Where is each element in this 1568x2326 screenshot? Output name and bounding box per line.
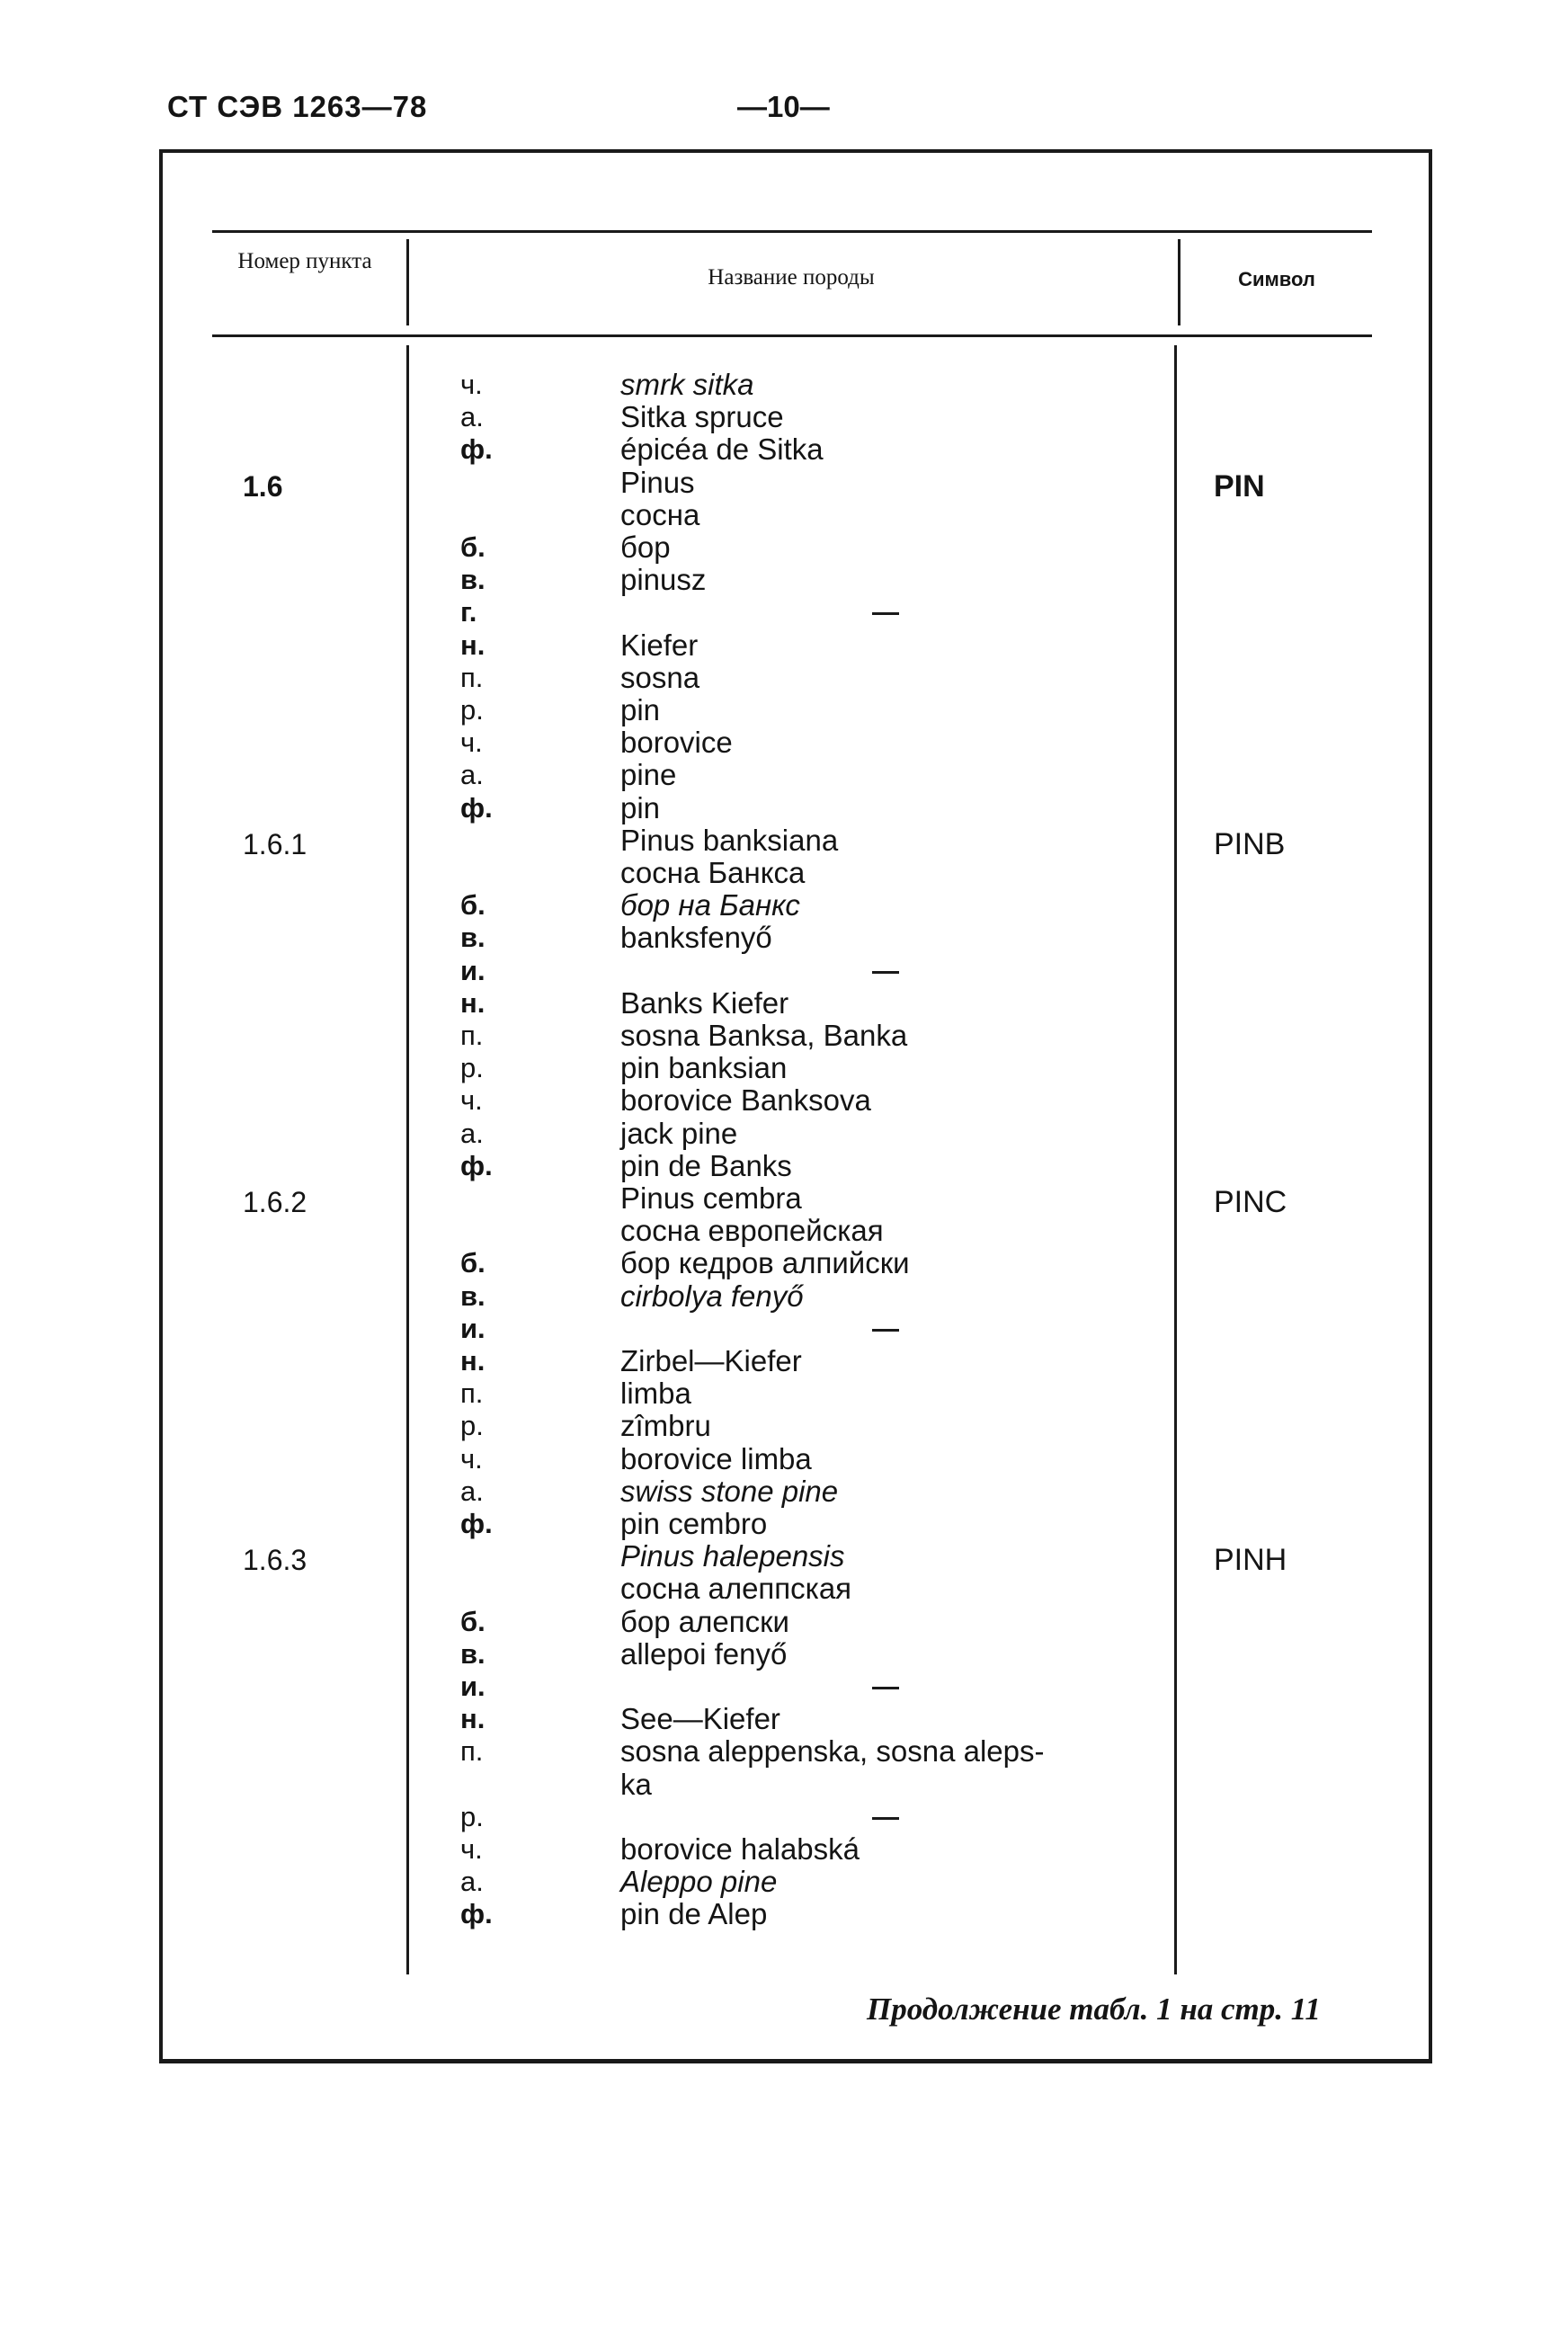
species-name: Zirbel—Kiefer (620, 1344, 802, 1377)
species-symbol: PIN (1214, 469, 1265, 504)
species-name: borovice Banksova (620, 1083, 871, 1117)
species-name: limba (620, 1377, 691, 1410)
item-number: 1.6.1 (243, 828, 307, 860)
column-header-number: Номер пункта (237, 249, 372, 273)
item-number: 1.6.2 (243, 1186, 307, 1218)
language-code: н. (460, 629, 486, 661)
page-number: —10— (737, 90, 830, 123)
language-code: а. (460, 401, 484, 432)
species-name: Pinus (620, 466, 695, 499)
language-code: в. (460, 1638, 486, 1670)
species-name: ka (620, 1768, 652, 1801)
language-code: р. (460, 694, 484, 726)
item-number: 1.6 (243, 470, 283, 503)
species-name: бор на Банкс (620, 888, 800, 922)
species-name: pin cembro (620, 1507, 768, 1540)
language-code: н. (460, 987, 486, 1019)
species-name: smrk sitka (620, 368, 754, 401)
species-name: cirbolya fenyő (620, 1279, 804, 1313)
language-code: а. (460, 759, 484, 790)
species-name: Pinus cembra (620, 1181, 802, 1215)
column-divider-left (406, 345, 409, 1974)
species-name: сосна Банкса (620, 856, 806, 889)
language-code: р. (460, 1410, 484, 1441)
language-code: б. (460, 889, 486, 921)
species-name: sosna aleppenska, sosna aleps- (620, 1734, 1045, 1768)
species-name: swiss stone pine (620, 1475, 839, 1508)
document-header-standard: СТ СЭВ 1263—78 (167, 90, 428, 123)
language-code: ч. (460, 369, 483, 400)
language-code: п. (460, 1020, 484, 1051)
species-name: сосна (620, 498, 700, 531)
column-header-name: Название породы (708, 265, 875, 290)
language-code: б. (460, 1606, 486, 1637)
species-name: pin de Banks (620, 1149, 792, 1182)
language-code: р. (460, 1801, 484, 1832)
species-name: бор (620, 530, 671, 564)
species-name: Banks Kiefer (620, 986, 789, 1020)
missing-name-dash (872, 1687, 899, 1689)
column-divider-right (1174, 345, 1177, 1974)
language-code: р. (460, 1052, 484, 1083)
species-symbol: PINB (1214, 827, 1286, 861)
species-name: See—Kiefer (620, 1702, 780, 1735)
species-name: сосна европейская (620, 1214, 884, 1247)
language-code: б. (460, 531, 486, 563)
species-name: borovice (620, 726, 733, 759)
missing-name-dash (872, 612, 899, 615)
language-code: в. (460, 922, 486, 953)
species-name: pin de Alep (620, 1897, 768, 1930)
language-code: ч. (460, 726, 483, 758)
species-name: pin banksian (620, 1051, 788, 1084)
item-number: 1.6.3 (243, 1544, 307, 1576)
species-name: pine (620, 758, 677, 791)
language-code: в. (460, 1280, 486, 1312)
species-name: бор кедров алпийски (620, 1246, 910, 1279)
language-code: п. (460, 662, 484, 693)
species-name: sosna (620, 661, 700, 694)
species-name: borovice limba (620, 1442, 812, 1475)
language-code: ф. (460, 433, 493, 465)
species-name: pinusz (620, 563, 707, 596)
language-code: ф. (460, 1898, 493, 1929)
species-name: Pinus halepensis (620, 1539, 845, 1573)
missing-name-dash (872, 1329, 899, 1332)
species-name: épicéa de Sitka (620, 432, 824, 466)
language-code: а. (460, 1475, 484, 1507)
species-name: Kiefer (620, 628, 699, 662)
species-name: сосна алеппская (620, 1572, 852, 1605)
column-header-symbol: Символ (1238, 268, 1315, 290)
table-top-rule (212, 230, 1372, 233)
species-name: borovice halabská (620, 1832, 860, 1866)
species-name: jack pine (620, 1117, 738, 1150)
species-name: banksfenyő (620, 921, 772, 954)
species-name: allepoi fenyő (620, 1637, 788, 1671)
species-name: sosna Banksa, Banka (620, 1019, 908, 1052)
language-code: ф. (460, 1508, 493, 1539)
language-code: и. (460, 955, 486, 986)
species-symbol: PINH (1214, 1543, 1287, 1577)
species-name: pin (620, 693, 661, 726)
column-divider-left-header (406, 239, 409, 325)
language-code: ф. (460, 792, 493, 824)
language-code: ф. (460, 1150, 493, 1181)
species-name: Sitka spruce (620, 400, 784, 433)
missing-name-dash (872, 971, 899, 974)
language-code: в. (460, 564, 486, 595)
species-name: Pinus banksiana (620, 824, 839, 857)
language-code: а. (460, 1866, 484, 1897)
column-divider-right-header (1178, 239, 1180, 325)
header-bottom-rule (212, 334, 1372, 337)
language-code: и. (460, 1671, 486, 1702)
continuation-note: Продолжение табл. 1 на стр. 11 (867, 1992, 1321, 2027)
language-code: и. (460, 1313, 486, 1344)
species-name: pin (620, 791, 661, 824)
species-symbol: PINC (1214, 1185, 1287, 1219)
species-name: Aleppo pine (620, 1865, 778, 1898)
language-code: п. (460, 1735, 484, 1767)
language-code: п. (460, 1377, 484, 1409)
language-code: ч. (460, 1833, 483, 1865)
species-name: бор алепски (620, 1605, 789, 1638)
species-name: zîmbru (620, 1409, 711, 1442)
language-code: ч. (460, 1443, 483, 1475)
language-code: б. (460, 1247, 486, 1279)
language-code: н. (460, 1703, 486, 1734)
language-code: н. (460, 1345, 486, 1377)
missing-name-dash (872, 1817, 899, 1820)
language-code: г. (460, 596, 477, 628)
language-code: ч. (460, 1084, 483, 1116)
language-code: а. (460, 1118, 484, 1149)
